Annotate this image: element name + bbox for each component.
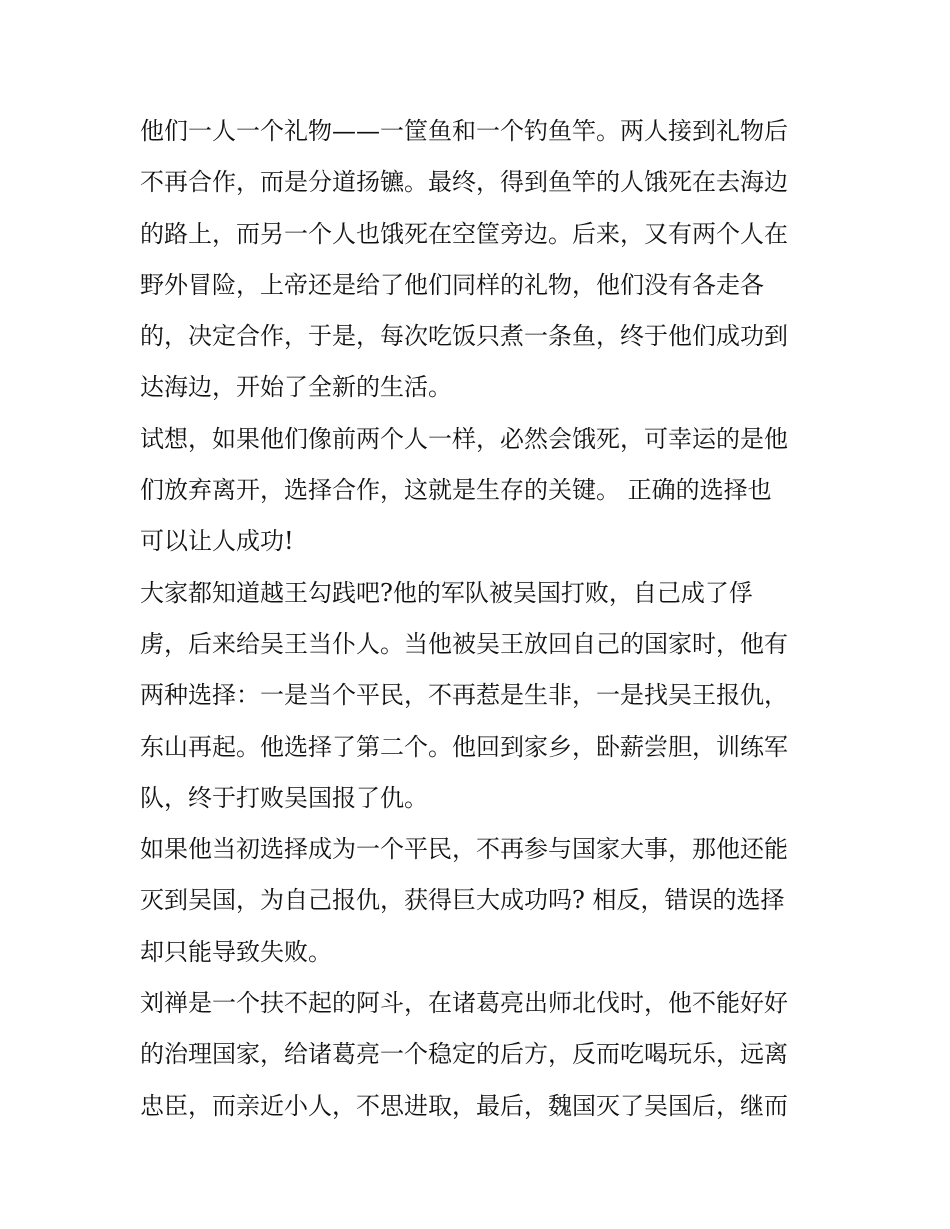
text-line: 如果他当初选择成为一个平民，不再参与国家大事，那他还能 <box>140 835 788 864</box>
text-line: 达海边，开始了全新的生活。 <box>140 373 452 402</box>
text-line: 虏，后来给吴王当仆人。当他被吴王放回自己的国家时，他有 <box>140 629 788 658</box>
text-line: 灭到吴国，为自己报仇，获得巨大成功吗? 相反，错误的选择 <box>140 886 785 915</box>
text-line: 两种选择：一是当个平民，不再惹是生非，一是找吴王报仇， <box>140 681 788 710</box>
text-line: 的，决定合作，于是，每次吃饭只煮一条鱼，终于他们成功到 <box>140 322 788 351</box>
text-line: 队，终于打败吴国报了仇。 <box>140 783 428 812</box>
text-line: 可以让人成功! <box>140 527 294 556</box>
text-line: 的路上，而另一个人也饿死在空筐旁边。后来，又有两个人在 <box>140 219 788 248</box>
text-line: 忠臣，而亲近小人，不思进取，最后，魏国灭了吴国后，继而 <box>140 1091 788 1120</box>
text-line: 却只能导致失败。 <box>140 937 332 966</box>
text-line: 不再合作，而是分道扬镳。最终，得到鱼竿的人饿死在去海边 <box>140 168 788 197</box>
text-line: 野外冒险，上帝还是给了他们同样的礼物，他们没有各走各 <box>140 270 764 299</box>
text-line: 刘禅是一个扶不起的阿斗，在诸葛亮出师北伐时，他不能好好 <box>140 989 788 1018</box>
text-line: 们放弃离开，选择合作，这就是生存的关键。 正确的选择也 <box>140 476 772 505</box>
text-line: 他们一人一个礼物——一筐鱼和一个钓鱼竿。两人接到礼物后 <box>140 117 788 145</box>
text-line: 试想，如果他们像前两个人一样，必然会饿死，可幸运的是他 <box>140 424 788 453</box>
text-line: 大家都知道越王勾践吧?他的军队被吴国打败，自己成了俘 <box>140 578 753 607</box>
document-text <box>140 106 830 1132</box>
text-line: 东山再起。他选择了第二个。他回到家乡，卧薪尝胆，训练军 <box>140 732 788 761</box>
text-line: 的治理国家，给诸葛亮一个稳定的后方，反而吃喝玩乐，远离 <box>140 1040 788 1069</box>
